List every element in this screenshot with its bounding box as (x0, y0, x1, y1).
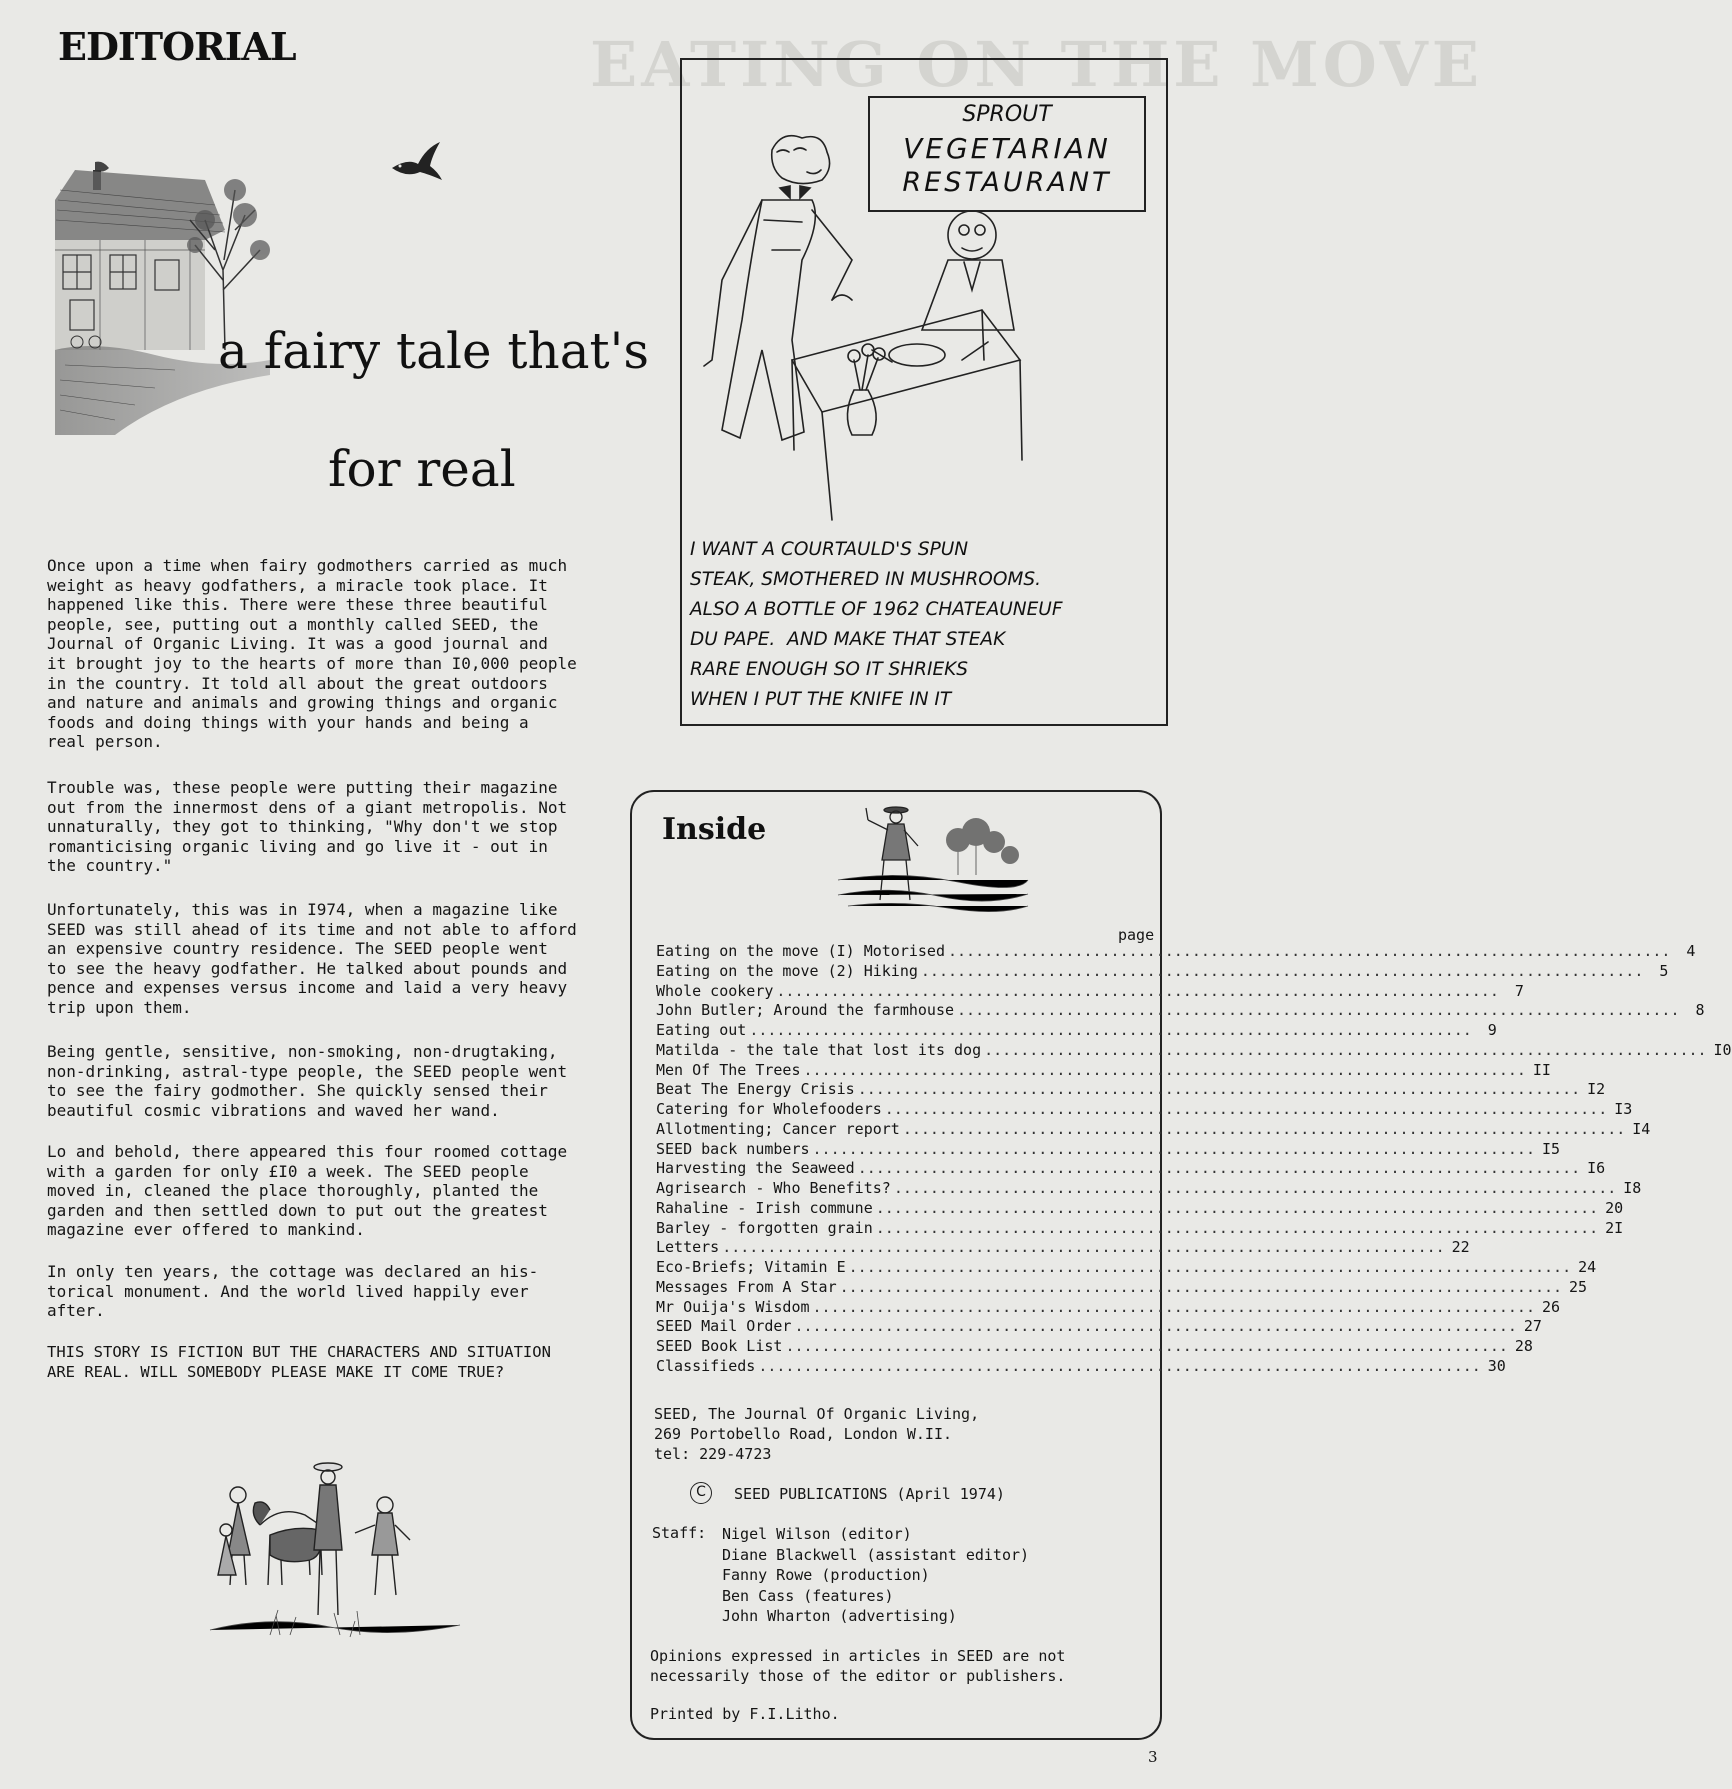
toc-leader-dots: ................................................................................ (920, 961, 1644, 980)
opinions-disclaimer: Opinions expressed in articles in SEED are not necessarily those of the editor or publishers. (650, 1647, 1066, 1685)
toc-leader-dots: ................................................................................ (857, 1159, 1581, 1178)
toc-leader-dots: ................................................................................ (875, 1218, 1599, 1237)
toc-leader-dots: ................................................................................ (839, 1277, 1563, 1296)
toc-item (656, 1179, 1642, 1199)
toc-item-title: Whole cookery (656, 981, 774, 1000)
editorial-paragraph-4: Being gentle, sensitive, non-smoking, non-drugtaking, non-drinking, astral-type people, the SEED people went to see the fairy godmother. She quickly sensed their beautiful cosmic vibrations and waved her wand. (47, 1042, 568, 1120)
headline-line-1: a fairy tale that's (218, 322, 650, 380)
toc-item (656, 1198, 1624, 1219)
toc-item-title: Eco-Briefs; Vitamin E (656, 1258, 846, 1276)
toc-item (656, 1258, 1597, 1278)
staff-label: Staff: (652, 1524, 707, 1542)
toc-item-title: Harvesting the Seaweed (656, 1159, 855, 1178)
toc-item-title: Beat The Energy Crisis (656, 1080, 855, 1099)
sign-line-1: SPROUT (962, 102, 1052, 127)
toc-item (656, 1021, 1497, 1041)
toc-leader-dots: ................................................................................ (947, 942, 1671, 960)
page-number: 3 (1148, 1748, 1158, 1766)
toc-item-page: 22 (1451, 1238, 1470, 1257)
toc-item (656, 1060, 1551, 1081)
toc-item (656, 1001, 1705, 1021)
toc-item-title: Barley - forgotten grain (656, 1218, 873, 1237)
toc-item-title: Classifieds (656, 1356, 756, 1375)
toc-item-page: 5 (1659, 961, 1669, 980)
toc-item-page: 9 (1487, 1021, 1497, 1039)
toc-leader-dots: ................................................................................ (848, 1258, 1572, 1276)
bird-illustration (390, 138, 444, 184)
toc-item (656, 1337, 1533, 1357)
printer-credit: Printed by F.I.Litho. (650, 1705, 840, 1723)
toc-item-title: John Butler; Around the farmhouse (656, 1001, 955, 1020)
toc-item-title: SEED back numbers (656, 1139, 810, 1158)
children-pony-illustration (210, 1455, 460, 1645)
toc-item-page: I5 (1541, 1139, 1560, 1158)
ghost-heading: EATING ON THE MOVE (590, 28, 1484, 101)
toc-item-title: Matilda - the tale that lost its dog (656, 1040, 982, 1059)
toc-item (656, 1317, 1542, 1337)
toc-leader-dots: ................................................................................ (884, 1100, 1608, 1118)
staff-member: Ben Cass (features) (722, 1586, 894, 1605)
toc-item-title: Agrisearch - Who Benefits? (656, 1179, 891, 1197)
editorial-paragraph-5: Lo and behold, there appeared this four roomed cottage with a garden for only £I0 a week. The SEED people moved in, cleaned the place thoroughly, planted the garden and then settled down to put out the greatest magazine ever offered to mankind. (47, 1142, 568, 1240)
toc-item-title: Men Of The Trees (656, 1060, 801, 1079)
farmer-illustration (838, 800, 1028, 912)
toc-leader-dots: ................................................................................ (785, 1337, 1508, 1355)
toc-item-title: Eating out (656, 1021, 747, 1039)
editorial-disclaimer: THIS STORY IS FICTION BUT THE CHARACTERS AND SITUATION ARE REAL. WILL SOMEBODY PLEASE MAKE IT COME TRUE? (47, 1343, 551, 1381)
toc-leader-dots: ................................................................................ (812, 1139, 1535, 1158)
toc-item (656, 1297, 1560, 1318)
toc-item-page: 30 (1487, 1356, 1506, 1375)
toc-leader-dots: ................................................................................ (893, 1179, 1617, 1197)
toc-item-page: 28 (1514, 1337, 1533, 1355)
toc-item-title: Rahaline - Irish commune (656, 1198, 873, 1217)
staff-member: John Wharton (advertising) (722, 1607, 957, 1625)
toc-item (656, 1100, 1633, 1120)
editorial-paragraph-6: In only ten years, the cottage was declared an his- torical monument. And the world lived happily ever after. (47, 1262, 539, 1321)
toc-item (656, 981, 1524, 1002)
sign-line-2: VEGETARIAN (903, 132, 1111, 165)
toc-item-page: 20 (1605, 1198, 1624, 1217)
toc-leader-dots: ................................................................................ (984, 1040, 1707, 1059)
toc-item (656, 1119, 1651, 1140)
toc-item (656, 1159, 1606, 1179)
toc-item-page: 24 (1578, 1258, 1597, 1276)
toc-item-page: 4 (1686, 942, 1696, 960)
toc-item-page: 2I (1605, 1218, 1624, 1237)
toc-item-title: Letters (656, 1238, 720, 1257)
editorial-paragraph-3: Unfortunately, this was in I974, when a magazine like SEED was still ahead of its time and not able to afford an expensive country residence. The SEED people went to see the heavy godfather. He talked about pounds and pence and expenses versus income and laid a very heavy trip upon them. (47, 900, 577, 1017)
publisher-line: SEED PUBLICATIONS (April 1974) (734, 1485, 1005, 1503)
toc-item-page: I3 (1614, 1100, 1633, 1118)
toc-leader-dots: ................................................................................ (722, 1238, 1445, 1257)
staff-list (722, 1524, 1029, 1627)
toc-leader-dots: ................................................................................ (875, 1198, 1599, 1217)
toc-leader-dots: ................................................................................ (794, 1317, 1517, 1336)
toc-item (656, 1356, 1506, 1377)
toc-item-page: 8 (1695, 1001, 1705, 1020)
toc-item-page: 27 (1523, 1317, 1542, 1336)
section-label: EDITORIAL (58, 24, 296, 69)
toc-leader-dots: ................................................................................ (857, 1080, 1581, 1099)
toc-item-page: I2 (1587, 1080, 1606, 1099)
toc-item-page: I8 (1623, 1179, 1642, 1197)
toc-leader-dots: ................................................................................ (957, 1001, 1680, 1020)
toc-item (656, 942, 1696, 962)
editorial-paragraph-1: Once upon a time when fairy godmothers carried as much weight as heavy godfathers, a miracle took place. It happened like this. There were these three beautiful people, see, putting out a monthly called SEED, the Journal of Organic Living. It was a good journal and it brought joy to the hearts of more than I0,000 people in the country. It told all about the great outdoors and nature and animals and growing things and organic foods and doing things with your hands and being a real person. (47, 556, 577, 752)
toc-item (656, 1277, 1588, 1298)
table-of-contents (656, 942, 1732, 1377)
toc-item-title: Catering for Wholefooders (656, 1100, 882, 1118)
editorial-paragraph-2: Trouble was, these people were putting their magazine out from the innermost dens of a giant metropolis. Not unnaturally, they got to thinking, "Why don't we stop romanticising organic living and go live it - out in the country." (47, 778, 568, 876)
staff-member: Fanny Rowe (production) (722, 1566, 930, 1584)
toc-item-page: 26 (1541, 1297, 1560, 1316)
page-column-header: page (1118, 926, 1155, 944)
copyright-icon: C (690, 1482, 712, 1504)
toc-item-page: I4 (1632, 1119, 1651, 1138)
toc-leader-dots: ................................................................................ (902, 1119, 1626, 1138)
toc-item (656, 1218, 1624, 1239)
toc-item (656, 1139, 1560, 1160)
toc-item-title: SEED Book List (656, 1337, 783, 1355)
cartoon-caption: I WANT A COURTAULD'S SPUN STEAK, SMOTHERED IN MUSHROOMS. ALSO A BOTTLE OF 1962 CHATEAUNEUF DU PAPE. AND MAKE THAT STEAK RARE ENOUGH SO IT SHRIEKS WHEN I PUT THE KNIFE IN IT (690, 539, 1063, 710)
toc-leader-dots: ................................................................................ (812, 1297, 1535, 1316)
toc-item (656, 961, 1669, 982)
publication-address: SEED, The Journal Of Organic Living, 269 Portobello Road, London W.II. tel: 229-4723 (654, 1405, 980, 1463)
toc-item-title: Eating on the move (2) Hiking (656, 961, 918, 980)
inside-title: Inside (662, 812, 767, 847)
sign-line-3: RESTAURANT (902, 167, 1112, 198)
staff-member: Diane Blackwell (assistant editor) (722, 1545, 1030, 1564)
cottage-illustration (55, 160, 270, 435)
toc-item (656, 1080, 1606, 1100)
restaurant-sign (868, 96, 1146, 212)
toc-item-page: I0 (1713, 1040, 1732, 1059)
toc-leader-dots: ................................................................................ (776, 981, 1499, 1000)
toc-leader-dots: ................................................................................ (749, 1021, 1472, 1039)
toc-item-page: 7 (1514, 981, 1524, 1000)
toc-item-title: Eating on the move (I) Motorised (656, 942, 945, 960)
toc-item (656, 1238, 1470, 1258)
toc-item-page: 25 (1569, 1277, 1588, 1296)
toc-item (656, 1040, 1732, 1061)
toc-leader-dots: ................................................................................ (758, 1356, 1481, 1375)
toc-item-title: Messages From A Star (656, 1277, 837, 1296)
headline-line-2: for real (328, 440, 516, 498)
toc-item-title: Mr Ouija's Wisdom (656, 1297, 810, 1316)
toc-leader-dots: ................................................................................ (803, 1060, 1526, 1079)
toc-item-title: Allotmenting; Cancer report (656, 1119, 900, 1138)
toc-item-page: II (1532, 1060, 1551, 1079)
toc-item-page: I6 (1587, 1159, 1606, 1178)
toc-item-title: SEED Mail Order (656, 1317, 792, 1336)
staff-member: Nigel Wilson (editor) (722, 1525, 912, 1543)
